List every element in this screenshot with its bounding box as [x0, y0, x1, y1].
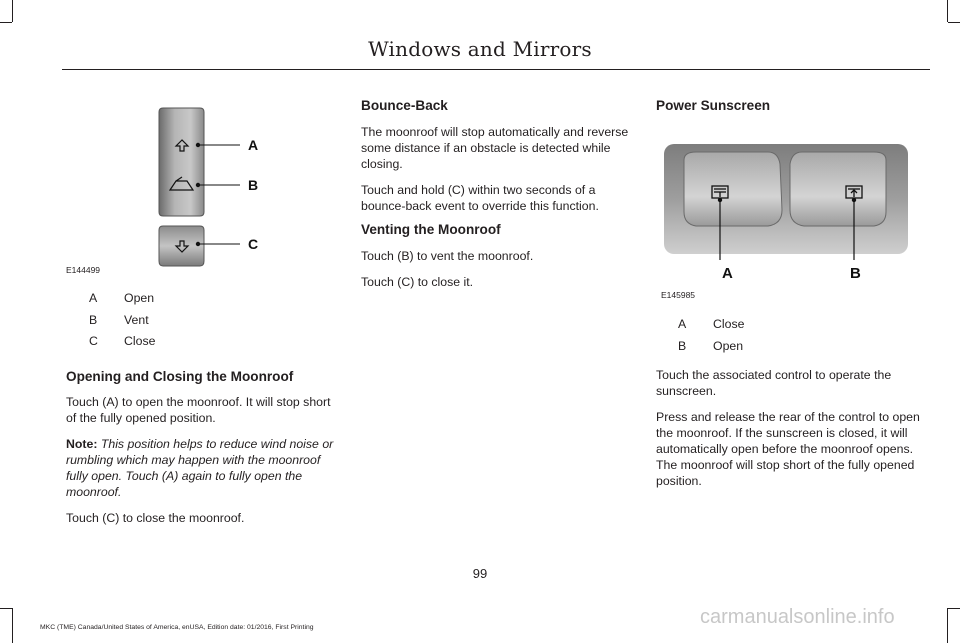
body-paragraph: Press and release the rear of the control to open the moonroof. If the sunscreen is closed, it will automatically open before the moonroof opens. The moonroof will stop short of the fully opened position.	[656, 410, 920, 488]
callout-a: A	[722, 265, 733, 282]
note-text: This position helps to reduce wind noise or rumbling which may happen with the moonroof fully open. Touch (A) again to fully open the moonroof.	[66, 437, 334, 499]
left-body	[66, 394, 341, 536]
page-title: Windows and Mirrors	[368, 37, 592, 61]
sunscreen-switch-figure	[656, 140, 912, 292]
figure-id: E145985	[661, 290, 696, 300]
legend-key: B	[678, 339, 687, 353]
header-divider	[62, 69, 930, 70]
crop-mark	[12, 0, 13, 22]
middle-body-1	[361, 124, 636, 224]
open-switch	[790, 152, 886, 226]
crop-mark	[947, 0, 948, 22]
callout-b: B	[248, 177, 259, 193]
body-paragraph: Touch (A) to open the moonroof. It will stop short of the fully opened position.	[66, 395, 331, 425]
close-switch	[684, 152, 782, 226]
page-number: 99	[472, 566, 488, 581]
middle-body-2	[361, 248, 636, 300]
body-paragraph: Touch (B) to vent the moonroof.	[361, 249, 534, 263]
callout-a: A	[248, 137, 259, 153]
figure-id: E144499	[66, 265, 101, 275]
legend-key: A	[678, 317, 687, 331]
callout-b: B	[850, 265, 861, 282]
legend-key: C	[89, 334, 98, 348]
crop-mark	[12, 608, 13, 643]
leader-dot-b	[852, 198, 856, 202]
crop-mark	[947, 608, 948, 643]
footer-edition: MKC (TME) Canada/United States of America, enUSA, Edition date: 01/2016, First Printing	[40, 624, 314, 631]
note-paragraph	[66, 436, 341, 500]
crop-mark	[0, 608, 12, 609]
section-heading: Opening and Closing the Moonroof	[66, 369, 294, 384]
upper-switch-panel	[159, 108, 204, 216]
legend-value: Close	[124, 334, 156, 348]
note-label: Note:	[66, 437, 98, 451]
section-heading: Venting the Moonroof	[361, 222, 501, 237]
leader-dot-c	[196, 242, 200, 246]
crop-mark	[948, 22, 960, 23]
body-paragraph: Touch and hold (C) within two seconds of a bounce-back event to override this function.	[361, 183, 599, 213]
watermark: carmanualsonline.info	[700, 606, 895, 628]
crop-mark	[948, 608, 960, 609]
legend-value: Open	[124, 291, 155, 305]
leader-dot-a	[196, 143, 200, 147]
leader-dot-a	[718, 198, 722, 202]
legend-value: Close	[713, 317, 745, 331]
body-paragraph: Touch the associated control to operate the sunscreen.	[656, 368, 892, 398]
callout-c: C	[248, 236, 259, 252]
section-heading: Bounce-Back	[361, 98, 448, 113]
body-paragraph: Touch (C) to close it.	[361, 275, 474, 289]
moonroof-switch-figure	[62, 100, 282, 276]
legend-value: Open	[713, 339, 744, 353]
body-paragraph: Touch (C) to close the moonroof.	[66, 511, 245, 525]
legend-value: Vent	[124, 313, 149, 327]
legend-key: B	[89, 313, 98, 327]
body-paragraph: The moonroof will stop automatically and reverse some distance if an obstacle is detected while closing.	[361, 125, 629, 171]
legend-key: A	[89, 291, 98, 305]
section-heading: Power Sunscreen	[656, 98, 771, 113]
leader-dot-b	[196, 183, 200, 187]
crop-mark	[0, 22, 12, 23]
right-body	[656, 367, 931, 499]
